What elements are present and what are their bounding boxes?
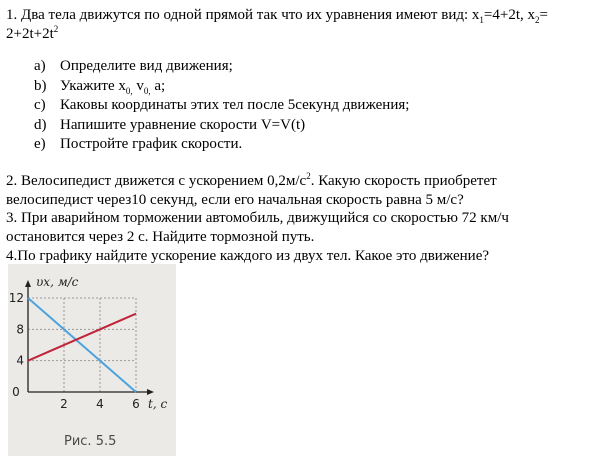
- subtask-d: [34, 116, 409, 136]
- task3-line1: 3. При аварийном торможении автомобиль, движущийся со скоростью 72 км/ч: [6, 210, 509, 226]
- velocity-graph-figure: [8, 264, 176, 456]
- x-tick-label: 2: [60, 397, 68, 411]
- x-tick-label: 0: [12, 385, 20, 399]
- x1-subscript: 1: [479, 15, 484, 25]
- task3-line2: остановится через 2 с. Найдите тормозной путь.: [6, 229, 315, 245]
- t-squared-sup: 2: [53, 24, 59, 34]
- subtask-marker: d): [34, 116, 47, 133]
- x0-subscript: 0,: [125, 85, 133, 96]
- y-tick-label: 4: [16, 353, 24, 368]
- task4-line1: 4.По графику найдите ускорение каждого из двух тел. Какое это движение?: [6, 248, 490, 264]
- task2-line1-text: 2. Велосипедист движется с ускорением 0,2м/с: [6, 173, 307, 189]
- subtask-text-end: a;: [150, 77, 166, 94]
- acceleration-unit-sup: 2: [306, 171, 311, 181]
- subtask-text: Напишите уравнение скорости V=V(t): [60, 116, 306, 133]
- x-tick-label: 4: [96, 397, 104, 411]
- series-line-2: [28, 314, 136, 361]
- figure-caption: Рис. 5.5: [64, 434, 117, 449]
- task1-line2: [6, 25, 58, 43]
- task1-eq2-end: =: [539, 7, 548, 23]
- subtask-marker: a): [34, 58, 46, 74]
- task1-eq1: =4+2t, x: [483, 7, 535, 23]
- task1-line1-text: 1. Два тела движутся по одной прямой так что их уравнения имеют вид: x: [6, 7, 480, 23]
- subtask-text: Постройте график скорости.: [60, 136, 243, 152]
- subtask-b: [34, 77, 409, 97]
- velocity-chart: [8, 264, 176, 456]
- subtask-marker: b): [34, 77, 47, 94]
- v0-subscript: 0,: [143, 85, 151, 96]
- task2-line2: велосипедист через10 секунд, если его начальная скорость равна 5 м/с?: [6, 192, 464, 208]
- y-tick-label: 12: [8, 291, 24, 305]
- task2-line1-end: . Какую скорость приобретет: [310, 173, 497, 189]
- subtask-text-mid: v: [132, 77, 144, 94]
- subtask-text: Каковы координаты этих тел после 5секунд движения;: [60, 97, 410, 113]
- x-tick-label: 6: [132, 397, 140, 411]
- subtask-marker: e): [34, 136, 46, 152]
- x2-subscript: 2: [535, 15, 540, 25]
- subtask-marker: c): [34, 97, 46, 113]
- subtask-e: [34, 135, 409, 155]
- y-tick-label: 8: [16, 322, 24, 337]
- task1-subtasks: [34, 57, 409, 155]
- y-axis-arrow: [25, 280, 31, 287]
- subtask-text: Определите вид движения;: [60, 58, 233, 74]
- x-axis-label: t, с: [148, 397, 168, 411]
- task1-line2-text: 2+2t+2t: [6, 26, 54, 42]
- subtask-c: [34, 96, 409, 116]
- subtask-a: [34, 57, 409, 77]
- task1-line1: [6, 6, 548, 24]
- task2-line1: [6, 172, 497, 190]
- y-axis-label: υx, м/с: [36, 275, 79, 289]
- x-axis-arrow: [147, 389, 154, 395]
- series-line-1: [28, 298, 136, 392]
- subtask-text: Укажите x: [60, 77, 126, 94]
